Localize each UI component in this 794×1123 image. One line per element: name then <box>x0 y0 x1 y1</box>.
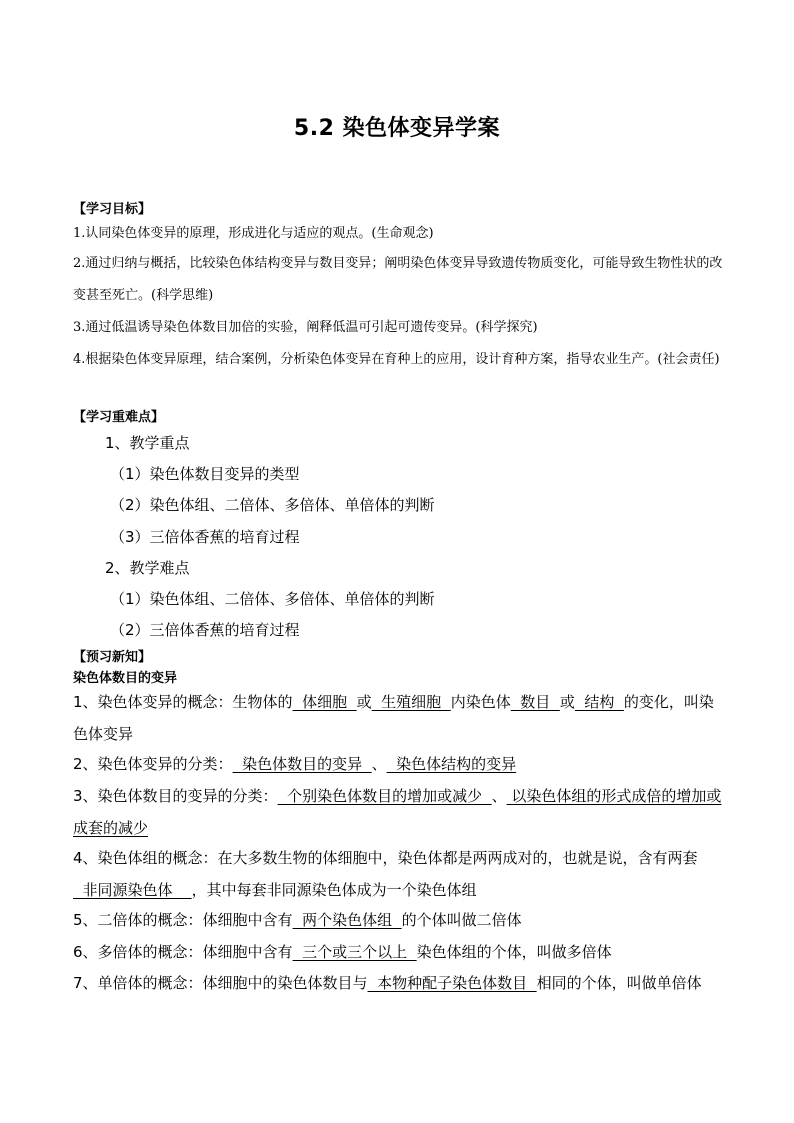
objectives-heading: 【学习目标】 <box>73 202 152 217</box>
question-1: 1、染色体变异的概念：生物体的 体细胞 或 生殖细胞 内染色体 数目 或 结构 的变化，叫染色体变异 <box>73 693 714 743</box>
question-3: 3、染色体数目的变异的分类： 个别染色体数目的增加或减少 、 以染色体组的形式成倍的增加或成套的减少 <box>73 787 722 837</box>
question-6: 6、多倍体的概念：体细胞中含有 三个或三个以上 染色体组的个体，叫做多倍体 <box>73 943 612 961</box>
question-7: 7、单倍体的概念：体细胞中的染色体数目与 本物种配子染色体数目 相同的个体，叫做单倍体 <box>73 974 702 992</box>
key-point-item: （2）染色体组、二倍体、多倍体、单倍体的判断 <box>110 496 435 514</box>
question-5: 5、二倍体的概念：体细胞中含有 两个染色体组 的个体叫做二倍体 <box>73 911 522 929</box>
hard-point-item: （2）三倍体香蕉的培育过程 <box>110 621 300 639</box>
answer-blank: 个别染色体数目的增加或减少 <box>277 787 492 805</box>
key-points-title: 1、教学重点 <box>105 434 190 452</box>
page-title: 5.2 染色体变异学案 <box>293 116 501 141</box>
answer-blank: 染色体结构的变异 <box>386 755 517 773</box>
objective-item: 1.认同染色体变异的原理，形成进化与适应的观点。(生命观念) <box>73 226 434 241</box>
preview-subheading: 染色体数目的变异 <box>73 671 178 686</box>
hard-points-title: 2、教学难点 <box>105 559 190 577</box>
answer-blank: 本物种配子染色体数目 <box>367 974 537 992</box>
question-4: 4、染色体组的概念：在大多数生物的体细胞中，染色体都是两两成对的，也就是说，含有两套 非同源染色体 ，其中每套非同源染色体成为一个染色体组 <box>73 849 698 899</box>
answer-blank: 三个或三个以上 <box>292 943 417 961</box>
answer-blank: 生殖细胞 <box>371 693 451 711</box>
key-point-item: （1）染色体数目变异的类型 <box>110 465 300 483</box>
answer-blank: 结构 <box>574 693 624 711</box>
answer-blank: 两个染色体组 <box>292 911 402 929</box>
key-points-heading: 【学习重难点】 <box>73 410 165 425</box>
answer-blank: 染色体数目的变异 <box>232 755 372 773</box>
key-point-item: （3）三倍体香蕉的培育过程 <box>110 528 300 546</box>
objective-item: 2.通过归纳与概括，比较染色体结构变异与数目变异；阐明染色体变异导致遗传物质变化，可能导致生物性状的改变甚至死亡。(科学思维) <box>73 256 723 303</box>
answer-blank: 非同源染色体 <box>73 881 192 899</box>
hard-point-item: （1）染色体组、二倍体、多倍体、单倍体的判断 <box>110 590 435 608</box>
question-2: 2、染色体变异的分类： 染色体数目的变异 、 染色体结构的变异 <box>73 755 517 773</box>
preview-heading: 【预习新知】 <box>73 650 152 665</box>
answer-blank: 以染色体组的形式成倍的增加或成套的减少 <box>73 787 722 837</box>
answer-blank: 体细胞 <box>292 693 357 711</box>
answer-blank: 数目 <box>510 693 560 711</box>
objective-item: 3.通过低温诱导染色体数目加倍的实验，阐释低温可引起可遗传变异。(科学探究) <box>73 320 538 335</box>
objective-item: 4.根据染色体变异原理，结合案例，分析染色体变异在育种上的应用，设计育种方案，指导农业生产。(社会责任) <box>73 352 720 367</box>
